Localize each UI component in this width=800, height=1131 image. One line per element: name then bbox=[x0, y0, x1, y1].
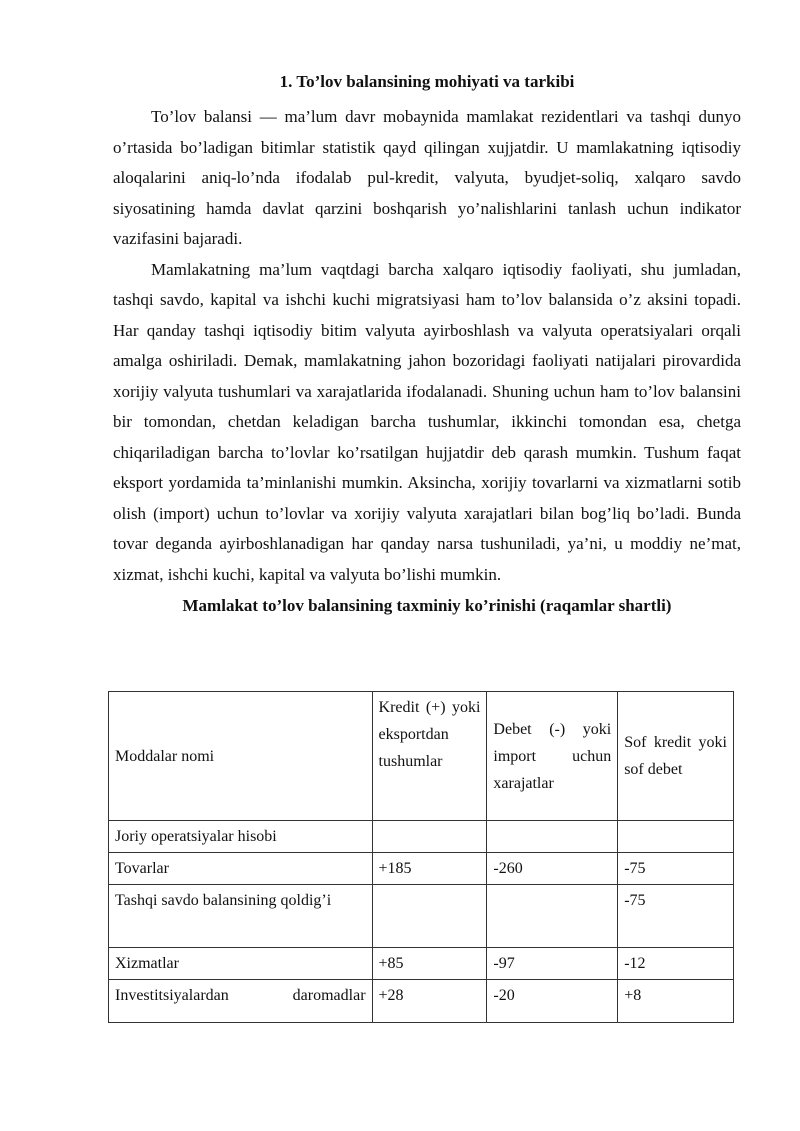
header-cell: Moddalar nomi bbox=[109, 692, 373, 821]
table-cell: +85 bbox=[372, 948, 487, 980]
table-row bbox=[109, 980, 734, 1023]
table-cell bbox=[618, 821, 734, 853]
table-cell: +8 bbox=[618, 980, 734, 1023]
table-cell bbox=[487, 885, 618, 948]
table-cell: -75 bbox=[618, 885, 734, 948]
table-cell-text: Tashqi savdo balansining qoldig’i bbox=[115, 892, 332, 909]
table-cell: -20 bbox=[487, 980, 618, 1023]
table-cell: -260 bbox=[487, 853, 618, 885]
table-cell bbox=[109, 885, 373, 948]
document-page bbox=[113, 70, 741, 624]
table-cell: -97 bbox=[487, 948, 618, 980]
header-cell: Sof kredit yoki sof debet bbox=[618, 692, 734, 821]
table-cell: +28 bbox=[372, 980, 487, 1023]
table-cell: Joriy operatsiyalar hisobi bbox=[109, 821, 373, 853]
table-cell: +185 bbox=[372, 853, 487, 885]
table-cell: Tovarlar bbox=[109, 853, 373, 885]
table-cell bbox=[372, 885, 487, 948]
header-cell: Debet (-) yoki import uchun xarajatlar bbox=[487, 692, 618, 821]
paragraph-1: To’lov balansi — ma’lum davr mobaynida mamlakat rezidentlari va tashqi dunyo o’rtasida bo’ladigan bitimlar statistik qayd qilingan xujjatdir. U mamlakatning iqtisodiy aloqalarini aniq-lo’nda ifodalab pul-kredit, valyuta, byudjet-soliq, xalqaro savdo siyosatining hamda davlat qarzini boshqarish yo’nalishlarini tanlash uchun indikator vazifasini bajaradi. bbox=[113, 107, 741, 248]
header-cell: Kredit (+) yoki eksportdan tushumlar bbox=[372, 692, 487, 821]
table-cell bbox=[372, 821, 487, 853]
paragraph-2: Mamlakatning ma’lum vaqtdagi barcha xalqaro iqtisodiy faoliyati, shu jumladan, tashqi savdo, kapital va ishchi kuchi migratsiyasi ham to’lov balansida o’z aksini topadi. Har qanday tashqi iqtisodiy bitim valyuta ayirboshlash va valyuta operatsiyalari orqali amalga oshiriladi. Demak, mamlakatning jahon bozoridagi faoliyati natijalari pirovardida xorijiy valyuta tushumlari va xarajatlarida ifodalanadi. Shuning uchun ham to’lov balansini bir tomondan, chetdan keladigan barcha tushumlar, ikkinchi tomondan esa, chetga chiqariladigan barcha to’lovlar ko’rsatilgan hujjatdir deb qarash mumkin. Tushum faqat eksport yordamida ta’minlanishi mumkin. Aksincha, xorijiy tovarlarni va xizmatlarni sotib olish (import) uchun to’lovlar va xorijiy valyuta xarajatlari bilan bog’liq bo’ladi. Bunda tovar deganda ayirboshlanadigan har qanday narsa tushuniladi, ya’ni, u moddiy ne’mat, xizmat, ishchi kuchi, kapital va valyuta bo’lishi mumkin. bbox=[113, 259, 741, 584]
table-cell: Investitsiyalardan daromadlar bbox=[109, 980, 373, 1023]
table-header-row bbox=[109, 692, 734, 821]
table-cell: Xizmatlar bbox=[109, 948, 373, 980]
table-title: Mamlakat to’lov balansining taxminiy ko’rinishi (raqamlar shartli) bbox=[182, 596, 672, 615]
balance-table bbox=[108, 691, 734, 1023]
table-cell bbox=[487, 821, 618, 853]
table-row bbox=[109, 853, 734, 885]
section-heading: 1. To’lov balansining mohiyati va tarkibi bbox=[279, 72, 575, 91]
table-row bbox=[109, 885, 734, 948]
table-cell: -12 bbox=[618, 948, 734, 980]
table-row bbox=[109, 821, 734, 853]
table-row bbox=[109, 948, 734, 980]
table-cell: -75 bbox=[618, 853, 734, 885]
